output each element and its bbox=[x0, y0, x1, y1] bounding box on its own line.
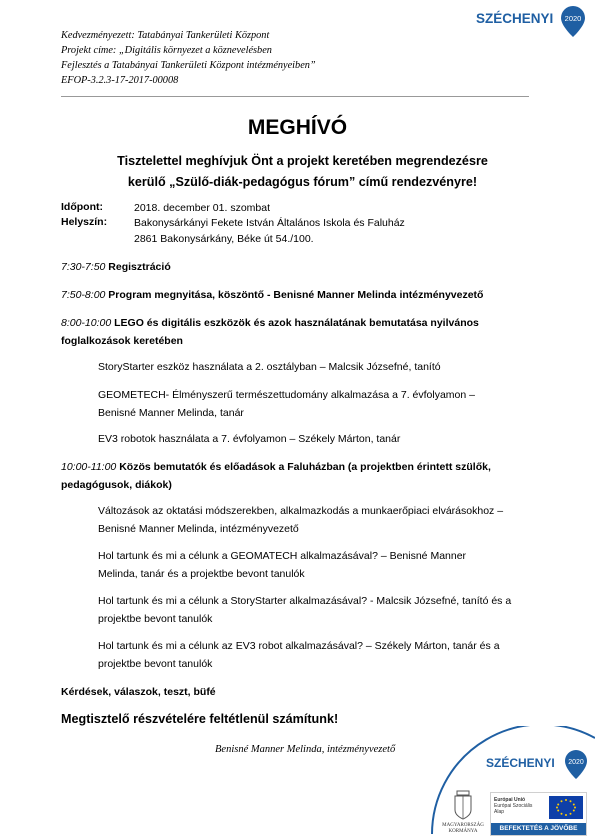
session-item: StoryStarter eszköz használata a 2. osztályban – Malcsik Józsefné, tanító bbox=[98, 361, 441, 373]
eu-band: BEFEKTETÉS A JÖVŐBE bbox=[491, 823, 586, 835]
gov-line-2: KORMÁNYA bbox=[448, 829, 478, 834]
footer-logo-text: SZÉCHENYI bbox=[486, 756, 555, 770]
place-label: Helyszín: bbox=[61, 216, 108, 228]
logo-text: SZÉCHENYI bbox=[476, 11, 554, 26]
gov-line-1: MAGYARORSZÁG bbox=[442, 823, 484, 828]
program-text: Közös bemutatók és előadások a Faluházban (a projektben érintett szülők, pedagógusok, diákok) bbox=[61, 461, 491, 491]
invitation-intro: Tisztelettel meghívjuk Önt a projekt keretében megrendezésre kerülő „Szülő-diák-pedagógus fórum” című rendezvényre! bbox=[117, 154, 488, 189]
eu-line-3: Alap bbox=[494, 809, 505, 815]
program-text: Program megnyitása, köszöntő - Benisné Manner Melinda intézményvezető bbox=[108, 289, 484, 301]
program-item bbox=[61, 258, 531, 276]
program-time: 8:00-10:00 bbox=[61, 317, 112, 329]
eu-flag-icon bbox=[549, 796, 583, 819]
hungarian-government-logo bbox=[438, 788, 488, 834]
program-time: 10:00-11:00 bbox=[61, 461, 117, 473]
program-text: LEGO és digitális eszközök és azok használatának bemutatása nyilvános foglalkozások keretében bbox=[61, 317, 479, 347]
session-item: Változások az oktatási módszerekben, alkalmazkodás a munkaerőpiaci elvárásokhoz – Benisné Manner Melinda, intézményvezető bbox=[98, 505, 504, 535]
session-item: Hol tartunk és mi a célunk az EV3 robot alkalmazásával? – Székely Márton, tanár és a projektbe bevont tanulók bbox=[98, 640, 500, 670]
signature: Benisné Manner Melinda, intézményvezető bbox=[215, 744, 396, 755]
program-item bbox=[61, 286, 531, 304]
program-time: 7:50-8:00 bbox=[61, 289, 106, 301]
date-label: Időpont: bbox=[61, 201, 103, 213]
eu-line-1: Európai Unió bbox=[494, 797, 526, 803]
program-text: Regisztráció bbox=[108, 261, 171, 273]
closing-line: Megtisztelő részvételére feltétlenül számítunk! bbox=[61, 712, 339, 726]
header-project-subtitle: Fejlesztés a Tatabányai Tankerületi Központ intézményeiben” bbox=[61, 60, 316, 71]
session-item: Hol tartunk és mi a célunk a StoryStarter alkalmazásával? - Malcsik Józsefné, tanító és a projektbe bevont tanulók bbox=[98, 595, 512, 625]
session-item: EV3 robotok használata a 7. évfolyamon – Székely Márton, tanár bbox=[98, 433, 401, 445]
place-line-1: Bakonysárkányi Fekete István Általános Iskola és Faluház bbox=[134, 217, 405, 229]
place-line-2: 2861 Bakonysárkány, Béke út 54./100. bbox=[134, 232, 314, 245]
footer-szechenyi-logo bbox=[486, 748, 590, 780]
footer-logo-year: 2020 bbox=[568, 759, 584, 766]
date-value: 2018. december 01. szombat bbox=[134, 202, 270, 214]
project-header bbox=[61, 28, 531, 88]
eu-line-2: Európai Szociális bbox=[494, 803, 533, 809]
program-time: 7:30-7:50 bbox=[61, 261, 106, 273]
eu-text bbox=[494, 797, 532, 815]
page-title: MEGHÍVÓ bbox=[247, 116, 348, 139]
logo-year: 2020 bbox=[564, 14, 582, 23]
program-item bbox=[61, 458, 526, 494]
eu-funding-badge bbox=[490, 792, 587, 836]
header-beneficiary: Kedvezményezett: Tatabányai Tankerületi Központ bbox=[61, 30, 270, 41]
header-project-title: Projekt címe: „Digitális környezet a köznevelésben bbox=[61, 45, 272, 56]
header-divider bbox=[61, 96, 529, 97]
session-item: GEOMETECH- Élményszerű természettudomány alkalmazása a 7. évfolyamon – Benisné Manner Melinda, tanár bbox=[98, 389, 475, 419]
program-item bbox=[61, 314, 521, 350]
place-value bbox=[134, 216, 405, 247]
session-item: Hol tartunk és mi a célunk a GEOMATECH alkalmazásával? – Benisné Manner Melinda, tanár és a projektbe bevont tanulók bbox=[98, 550, 467, 580]
header-project-code: EFOP-3.2.3-17-2017-00008 bbox=[61, 75, 179, 86]
szechenyi-2020-logo bbox=[476, 4, 591, 38]
qa-line: Kérdések, válaszok, teszt, büfé bbox=[61, 686, 216, 698]
